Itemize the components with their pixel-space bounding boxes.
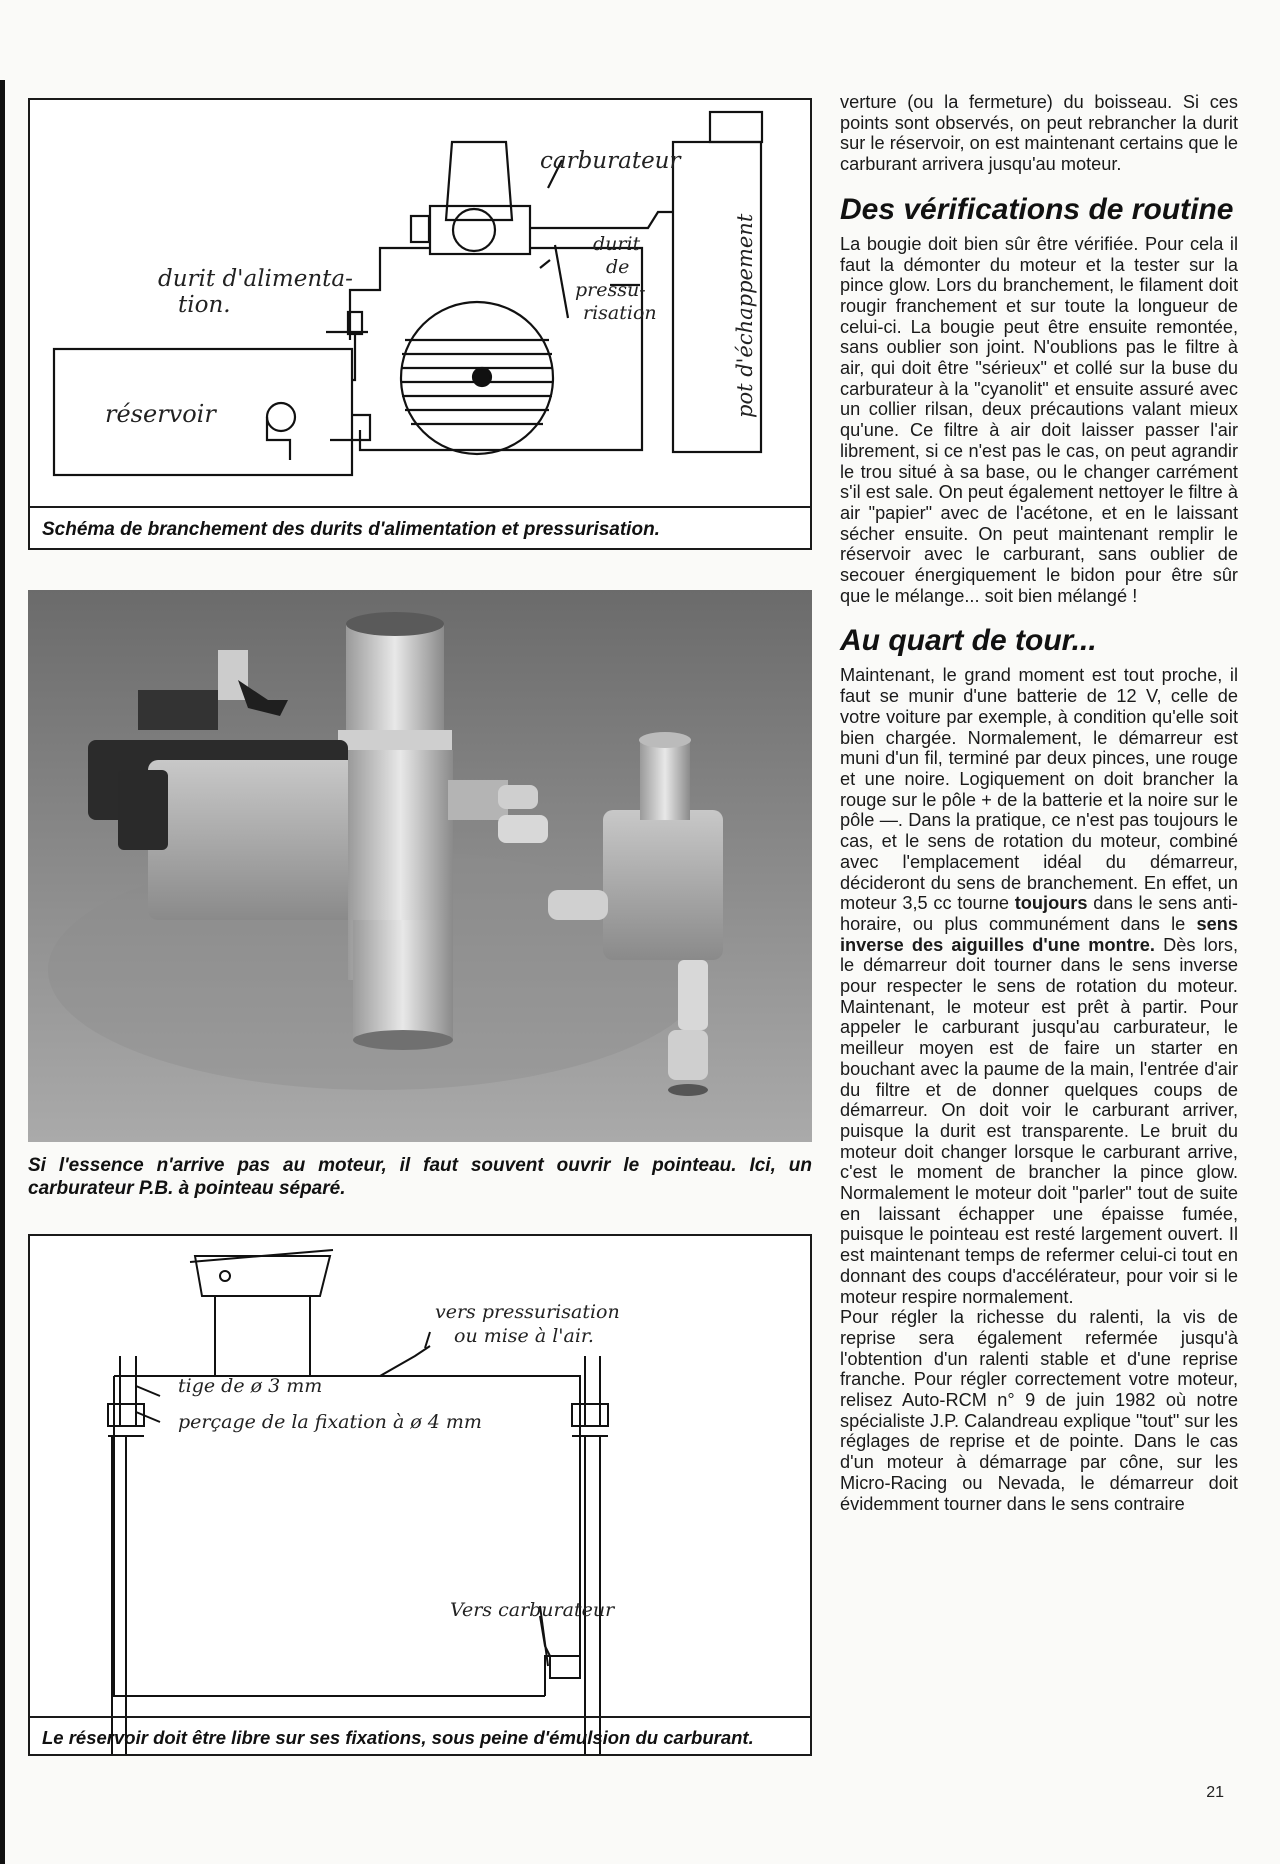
figure-tank-mount-diagram bbox=[28, 1234, 812, 1756]
text-run: Dès lors, le démarreur doit tourner dans le sens inverse pour respecter le sens de rotation du moteur. Maintenant, le moteur est prêt à partir. Pour appeler le carburant jusqu'au carburateur, le meilleur moyen est de faire un starter en bouchant avec la paume de la main, l'entrée d'air du filtre et de donner quelques coups de démarreur. On doit voir le carburant arriver, puisque la durit est transparente. Le bruit du moteur doit changer lorsque le carburant arrive, c'est le moment de brancher la pince glow. Normalement le moteur doit "parler" tout de suite en laissant échapper une épaisse fumée, puisque le pointeau est resté largement ouvert. Il est maintenant temps de refermer celui-ci tout en donnant des coups d'accélérateur, pour voir si le moteur respire normalement. bbox=[840, 934, 1238, 1307]
article-paragraph: verture (ou la fermeture) du boisseau. Si ces points sont observés, on peut rebrancher la durit sur le réservoir, on est maintenant certains que le carburant arrivera jusqu'au moteur. bbox=[840, 92, 1238, 175]
label-tige: tige de ø 3 mm bbox=[178, 1375, 323, 1397]
article-paragraph bbox=[840, 665, 1238, 1307]
section-heading-verifications: Des vérifications de routine bbox=[840, 192, 1234, 226]
figure1-caption: Schéma de branchement des durits d'alimentation et pressurisation. bbox=[30, 506, 810, 548]
margin-rule bbox=[0, 80, 5, 1864]
page-number: 21 bbox=[1206, 1784, 1224, 1801]
carburetor-photo bbox=[28, 590, 812, 1142]
label-tion: tion. bbox=[178, 292, 231, 318]
figure3-caption: Le réservoir doit être libre sur ses fixations, sous peine d'émulsion du carburant. bbox=[30, 1716, 810, 1754]
label-ou-mise-a-lair: ou mise à l'air. bbox=[454, 1325, 594, 1347]
filler-funnel bbox=[195, 1256, 330, 1296]
label-percage: perçage de la fixation à ø 4 mm bbox=[178, 1411, 482, 1433]
emphasis-sens-inverse: sens inverse des aiguilles d'une montre. bbox=[840, 913, 1238, 955]
label-vers-pressurisation: vers pressurisation bbox=[435, 1301, 620, 1323]
tank-mount-schematic bbox=[30, 1236, 810, 1754]
emphasis-toujours: toujours bbox=[1014, 893, 1088, 914]
label-pressu: pressu- bbox=[575, 279, 646, 301]
article-paragraph: Pour régler la richesse du ralenti, la vis de reprise sera également refermée jusqu'à l'obtention d'un ralenti stable et d'une reprise franche. Pour régler correctement votre moteur, relisez Auto-RCM n° 9 de juin 1982 où notre spécialiste J.P. Calandreau explique "tout" sur les réglages de reprise et de pointe. Dans le cas d'un moteur à démarrage par cône, sur les Micro-Racing ou Nevada, le démarreur doit évidemment tourner dans le sens contraire bbox=[840, 1307, 1238, 1514]
fuel-line-schematic bbox=[30, 100, 810, 548]
article-column bbox=[840, 92, 1238, 1514]
label-reservoir: réservoir bbox=[105, 400, 216, 428]
carburetor-shape bbox=[430, 206, 530, 254]
reservoir-cap-shape bbox=[267, 403, 295, 431]
text-run: dans le sens anti-horaire, ou plus communément dans le bbox=[840, 893, 1238, 934]
label-durit-alimentation: durit d'alimenta- bbox=[158, 266, 353, 292]
figure-fuel-line-diagram bbox=[28, 98, 812, 550]
label-vers-carburateur: Vers carburateur bbox=[450, 1599, 615, 1621]
text-run: Maintenant, le grand moment est tout proche, il faut se munir d'une batterie de 12 V, celle de votre voiture par exemple, à condition qu'elle soit bien chargée. Normalement, le démarreur est muni d'un fil, terminé par deux pinces, une rouge et une noire. Logiquement on doit brancher la rouge sur le pôle + de la batterie et la noire sur le pôle —. Dans la pratique, ce n'est pas toujours le cas, et le sens de rotation du moteur, combiné avec l'emplacement idéal du démarreur, décideront du sens de branchement. En effet, un moteur 3,5 cc tourne bbox=[840, 665, 1238, 914]
label-de: de bbox=[606, 256, 630, 278]
label-pot-echappement: pot d'échappement bbox=[733, 213, 757, 418]
section-heading-quart-de-tour: Au quart de tour... bbox=[840, 624, 1097, 658]
figure2-caption: Si l'essence n'arrive pas au moteur, il faut souvent ouvrir le pointeau. Ici, un carburateur P.B. à pointeau séparé. bbox=[28, 1155, 812, 1199]
label-durit: durit bbox=[593, 233, 641, 255]
label-carburateur: carburateur bbox=[540, 148, 681, 174]
article-paragraph: La bougie doit bien sûr être vérifiée. Pour cela il faut la démonter du moteur et la tester sur la pince glow. Lors du branchement, le filament doit rougir franchement et sur toute la longueur de celui-ci. La bougie peut être ensuite remontée, sans oublier son joint. N'oublions pas le filtre à air, qui doit être "sérieux" et collé sur la buse du carburateur à la "cyanolit" et ensuite assuré avec un collier rilsan, deux précautions valant mieux qu'une. Ce filtre à air doit laisser passer l'air librement, si ce n'est pas le cas, on peut agrandir le trou situé à sa base, ou le changer carrément s'il est sale. On peut également nettoyer le filtre à air "papier" avec de l'acétone, et en le laissant sécher ensuite. On peut maintenant remplir le réservoir avec le carburant, sans oublier de secouer énergiquement le bidon pour être sûr que le mélange... soit bien mélangé ! bbox=[840, 233, 1238, 606]
carburetor-photo-render bbox=[28, 590, 812, 1142]
label-risation: risation bbox=[583, 302, 657, 324]
